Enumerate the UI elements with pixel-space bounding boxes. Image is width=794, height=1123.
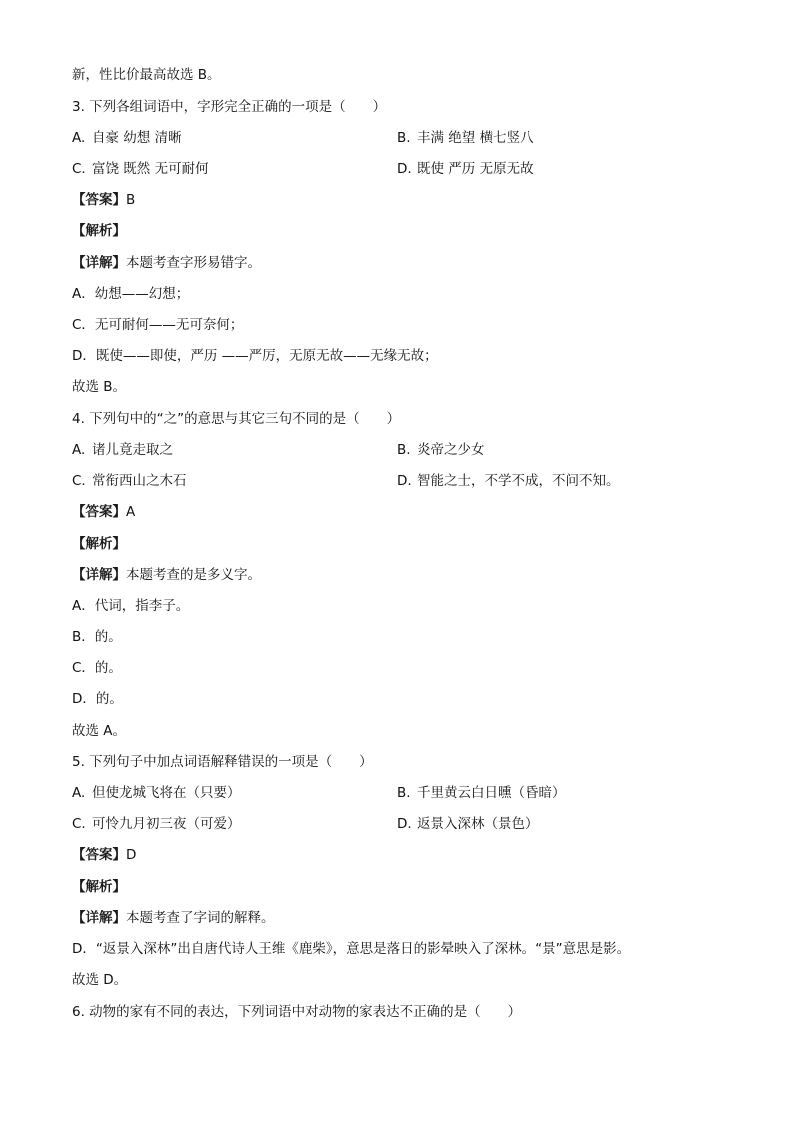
q3-answer: 【答案】B xyxy=(72,192,136,208)
q3-option-d: D. 既使 严历 无原无故 xyxy=(397,161,534,177)
text-line: 新，性比价最高故选 B。 xyxy=(72,67,221,83)
q4-option-b: B. 炎帝之少女 xyxy=(397,442,485,458)
answer-tag: 【答案】 xyxy=(72,192,126,208)
q3-detail-line-1: A．幼想——幻想； xyxy=(72,286,190,302)
q4-option-a: A. 诸儿竟走取之 xyxy=(72,442,173,458)
q5-detail-line-1: D．“返景入深林”出自唐代诗人王维《鹿柴》，意思是落日的影晕映入了深林。“景”意思是影。 xyxy=(72,941,631,957)
q4-detail: 【详解】本题考查的是多义字。 xyxy=(72,567,261,583)
q4-detail-line-4: D．的。 xyxy=(72,691,123,707)
answer-tag: 【答案】 xyxy=(72,847,126,863)
answer-tag: 【答案】 xyxy=(72,504,126,520)
q4-analysis-tag: 【解析】 xyxy=(72,536,126,552)
question-6: 6. 动物的家有不同的表达，下列词语中对动物的家表达不正确的是（ ） xyxy=(72,1004,522,1020)
q5-analysis-tag: 【解析】 xyxy=(72,879,126,895)
q3-conclusion: 故选 B。 xyxy=(72,379,127,395)
q3-option-c: C. 富饶 既然 无可耐何 xyxy=(72,161,209,177)
q4-option-d: D. 智能之士，不学不成，不问不知。 xyxy=(397,473,620,489)
q3-detail-line-2: C．无可耐何——无可奈何； xyxy=(72,317,244,333)
q5-detail: 【详解】本题考查了字词的解释。 xyxy=(72,910,275,926)
q3-detail-line-3: D．既使——即使，严历 ——严厉，无原无故——无缘无故； xyxy=(72,348,438,364)
q5-answer: 【答案】D xyxy=(72,847,137,863)
q3-detail: 【详解】本题考查字形易错字。 xyxy=(72,255,261,271)
q5-option-b: B. 千里黄云白日曛（昏暗） xyxy=(397,785,566,801)
q5-conclusion: 故选 D。 xyxy=(72,972,128,988)
q4-conclusion: 故选 A。 xyxy=(72,723,127,739)
q4-detail-line-1: A．代词，指李子。 xyxy=(72,598,190,614)
q5-option-a: A. 但使龙城飞将在（只要） xyxy=(72,785,241,801)
question-3: 3. 下列各组词语中，字形完全正确的一项是（ ） xyxy=(72,99,387,115)
q5-option-d: D. 返景入深林（景色） xyxy=(397,816,539,832)
q4-answer: 【答案】A xyxy=(72,504,136,520)
q4-detail-line-2: B．的。 xyxy=(72,629,122,645)
q3-option-b: B. 丰满 绝望 横七竖八 xyxy=(397,130,534,146)
q3-option-a: A. 自豪 幼想 清晰 xyxy=(72,130,182,146)
question-4: 4. 下列句中的“之”的意思与其它三句不同的是（ ） xyxy=(72,411,401,427)
q3-analysis-tag: 【解析】 xyxy=(72,223,126,239)
q4-option-c: C. 常衔西山之木石 xyxy=(72,473,187,489)
q4-detail-line-3: C．的。 xyxy=(72,660,122,676)
question-5: 5. 下列句子中加点词语解释错误的一项是（ ） xyxy=(72,754,373,770)
q5-option-c: C. 可怜九月初三夜（可爱） xyxy=(72,816,241,832)
